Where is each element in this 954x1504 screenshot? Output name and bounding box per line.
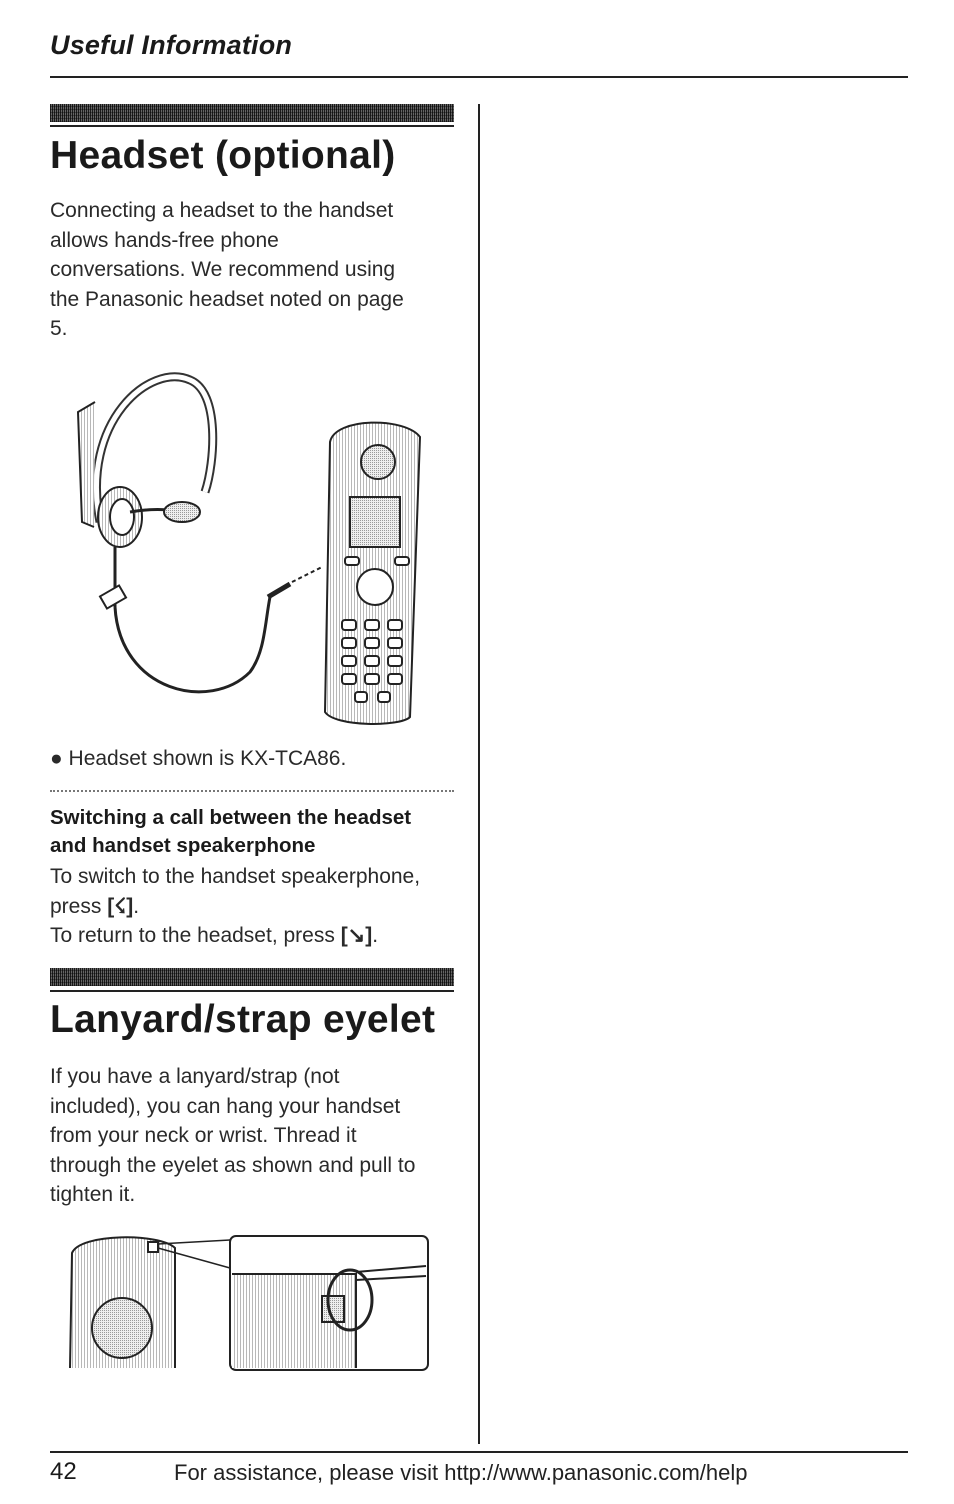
assistance-text: For assistance, please visit http://www.panasonic.com/help <box>174 1460 748 1485</box>
bullet-icon: ● <box>50 747 63 770</box>
dotted-divider <box>50 790 454 792</box>
lanyard-intro-line: tighten it. <box>50 1183 136 1206</box>
cordless-handset-icon <box>325 423 420 724</box>
lanyard-intro <box>50 1062 460 1210</box>
headset-icon <box>78 377 322 692</box>
page-number: 42 <box>50 1458 77 1485</box>
instruction-line: To switch to the handset speakerphone, <box>50 865 421 888</box>
footer-divider <box>50 1451 908 1453</box>
section-bar-lanyard <box>50 968 454 986</box>
section-bar-rule <box>50 990 454 992</box>
lanyard-intro-line: from your neck or wrist. Thread it <box>50 1124 357 1147</box>
speakerphone-key-icon: [☇] <box>107 894 134 918</box>
headset-intro-line: the Panasonic headset noted on page <box>50 287 404 311</box>
column-divider <box>478 104 480 1444</box>
headset-intro-line: 5. <box>50 317 68 340</box>
header-divider <box>50 76 908 78</box>
instruction-line: To return to the headset, press [↘]. <box>50 924 379 947</box>
speakerphone-instructions <box>50 862 460 951</box>
section-bar-rule <box>50 125 454 127</box>
headset-handset-illustration <box>60 362 440 742</box>
speakerphone-subheading <box>50 804 460 860</box>
lanyard-illustration <box>60 1228 440 1378</box>
subheading-line: Switching a call between the headset <box>50 806 412 829</box>
headset-intro-line: allows hands-free phone <box>50 228 279 252</box>
headset-heading: Headset (optional) <box>50 134 396 177</box>
instruction-text: To return to the headset, press <box>50 924 335 947</box>
headset-intro-line: conversations. We recommend using <box>50 258 396 281</box>
headset-intro-line: Connecting a headset to the handset <box>50 199 394 222</box>
handset-back-icon <box>70 1237 175 1368</box>
lanyard-intro-line: through the eyelet as shown and pull to <box>50 1153 416 1177</box>
lanyard-heading: Lanyard/strap eyelet <box>50 998 436 1041</box>
headset-intro <box>50 196 460 344</box>
eyelet-detail-icon <box>230 1236 428 1370</box>
lanyard-intro-line: If you have a lanyard/strap (not <box>50 1065 340 1088</box>
instruction-text: press <box>50 894 102 918</box>
talk-key-icon: [↘] <box>340 924 373 947</box>
figure-caption: Headset shown is KX-TCA86. <box>68 747 347 770</box>
lanyard-intro-line: included), you can hang your handset <box>50 1094 401 1118</box>
section-header-title: Useful Information <box>50 30 293 60</box>
figure-caption-row <box>50 744 460 774</box>
subheading-line: and handset speakerphone <box>50 834 316 857</box>
instruction-line: press [☇]. <box>50 894 140 918</box>
section-bar-headset <box>50 104 454 122</box>
